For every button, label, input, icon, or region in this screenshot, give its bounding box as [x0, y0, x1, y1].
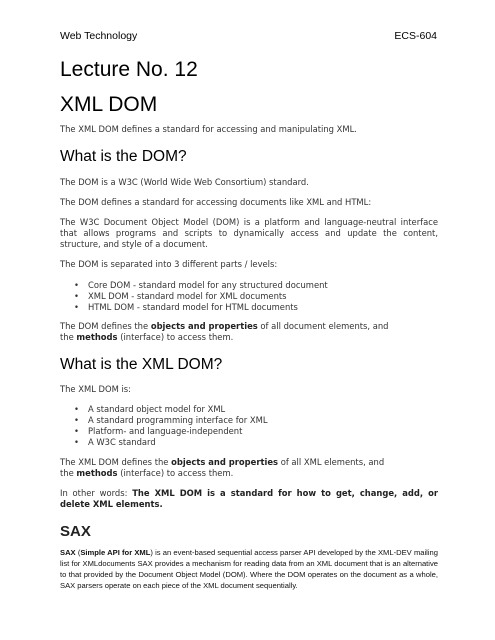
list-item: • HTML DOM - standard model for HTML documents [60, 302, 438, 313]
list-item: • A standard object model for XML [60, 404, 438, 415]
header-course-code: ECS-604 [394, 30, 437, 42]
dom-definition-paragraph: The W3C Document Object Model (DOM) is a platform and language-neutral interface that allows programs and scripts to dynamically access and update the content, structure, and style of a document. [60, 217, 438, 249]
dom-levels-list [60, 280, 438, 312]
list-item: • Platform- and language-independent [60, 426, 438, 437]
list-item: • Core DOM - standard model for any structured document [60, 280, 438, 291]
bold-summary: The XML DOM is a standard for how to get, change, add, or delete XML elements. [60, 487, 438, 509]
dom-w3c-paragraph: The DOM is a W3C (World Wide Web Consortium) standard. [60, 177, 309, 187]
list-item: • A W3C standard [60, 437, 438, 448]
bold-methods: methods [76, 467, 118, 478]
xml-dom-list [60, 404, 438, 447]
sax-paragraph: SAX (Simple API for XML) is an event-based sequential access parser API developed by the XML-DEV mailing list for XMLdocuments SAX provides a mechanism for reading data from an XML document that is an alternative to that provided by the Document Object Model (DOM). Where the DOM operates on the document as a whole, SAX parsers operate on each piece of the XML document sequentially. [60, 547, 439, 591]
section-heading-what-is-dom: What is the DOM? [60, 148, 187, 165]
dom-defines-paragraph: The DOM defines the objects and properties of all document elements, and the methods (interface) to access them. [60, 321, 389, 343]
bold-objects-properties: objects and properties [171, 456, 279, 467]
page-content [60, 52, 438, 592]
list-item: • XML DOM - standard model for XML documents [60, 291, 438, 302]
xml-dom-defines-paragraph: The XML DOM defines the objects and properties of all XML elements, and the methods (interface) to access them. [60, 456, 385, 478]
sax-heading: SAX [60, 522, 91, 540]
dom-standard-paragraph: The DOM defines a standard for accessing documents like XML and HTML: [60, 197, 372, 207]
header-course: Web Technology [60, 30, 138, 42]
bold-sax: SAX [60, 547, 76, 557]
lecture-title: Lecture No. 12 [60, 58, 198, 81]
section-heading-what-is-xml-dom: What is the XML DOM? [60, 356, 223, 374]
intro-paragraph: The XML DOM defines a standard for accessing and manipulating XML. [60, 124, 357, 134]
topic-title: XML DOM [60, 93, 158, 116]
in-other-words-paragraph: In other words: The XML DOM is a standard for how to get, change, add, or delete XML elements. [60, 487, 438, 509]
bold-objects-properties: objects and properties [150, 321, 258, 332]
bold-methods: methods [76, 332, 118, 343]
bold-simple-api: Simple API for XML [80, 547, 151, 557]
dom-levels-paragraph: The DOM is separated into 3 different parts / levels: [60, 259, 278, 269]
list-item: • A standard programming interface for XML [60, 415, 438, 426]
xml-dom-is-paragraph: The XML DOM is: [60, 384, 131, 395]
